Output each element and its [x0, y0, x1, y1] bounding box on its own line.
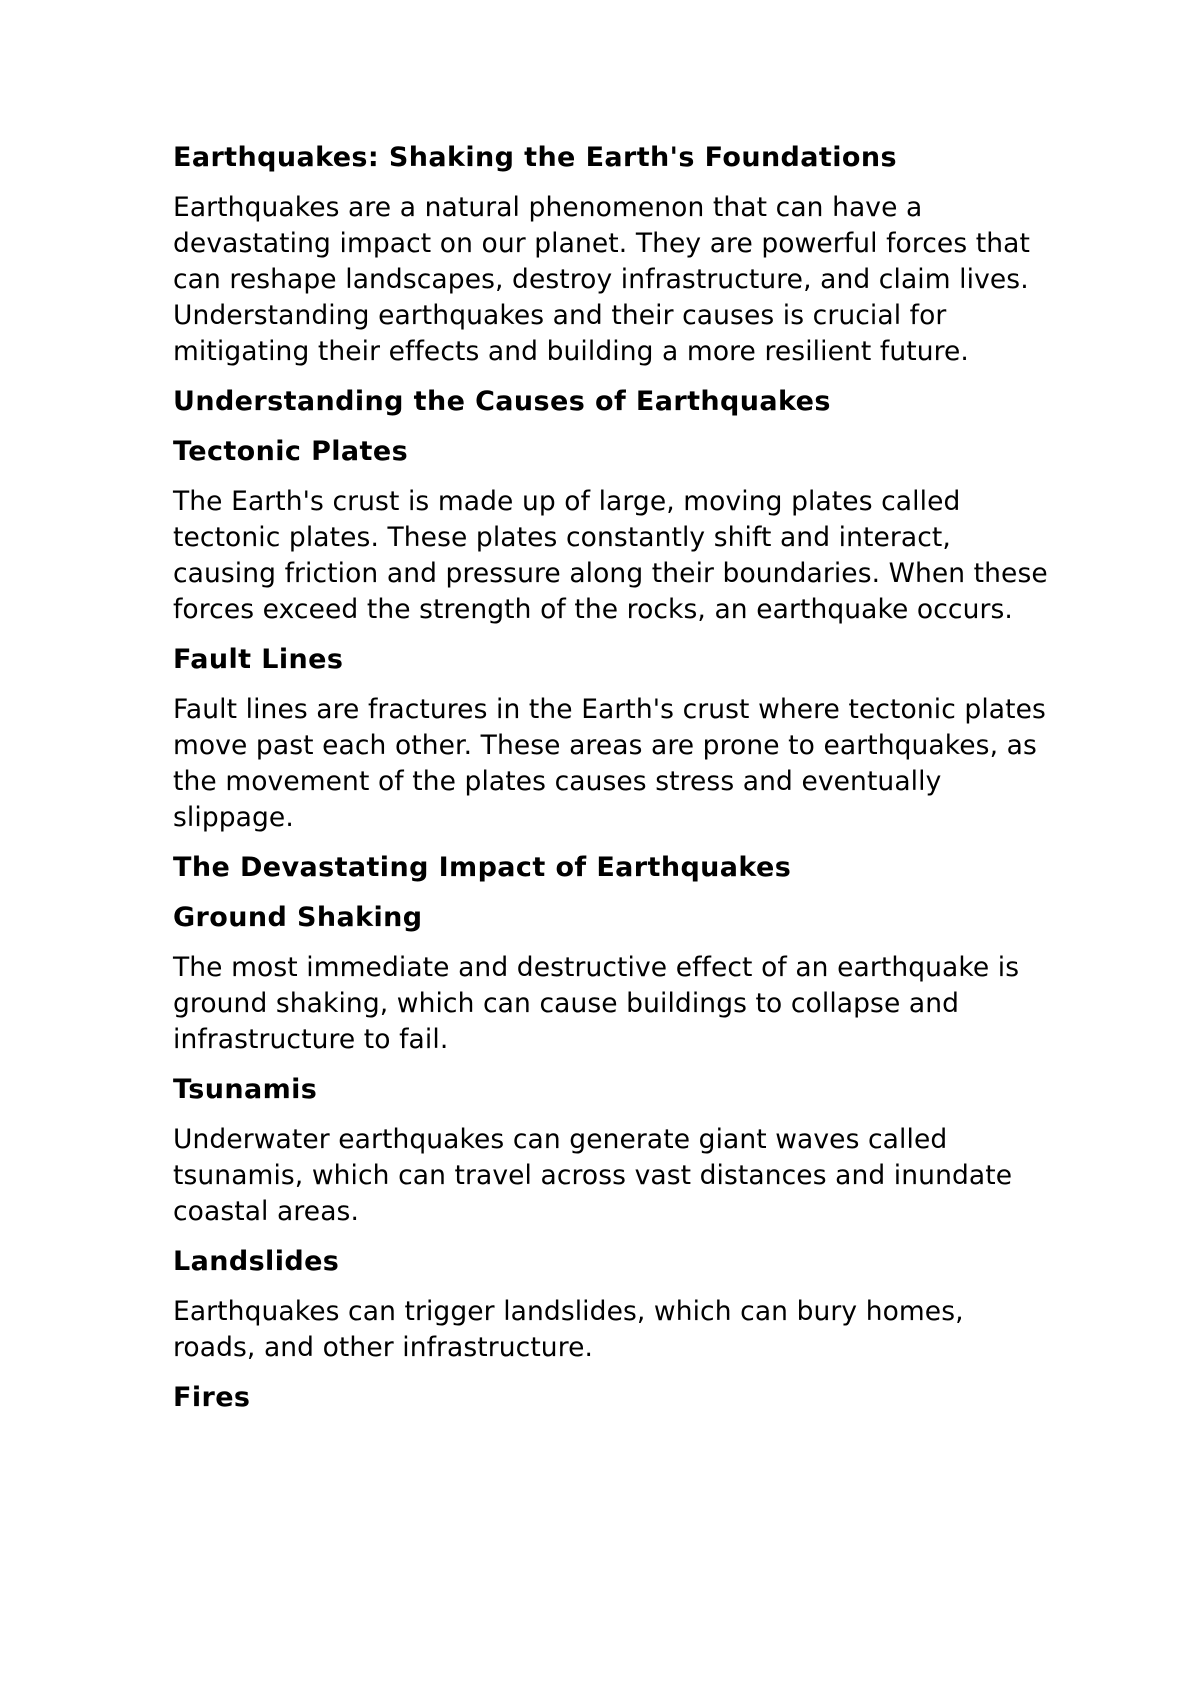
paragraph-tectonic-plates: The Earth's crust is made up of large, moving plates called tectonic plates. These plates constantly shift and interact, causing friction and pressure along their boundaries. When these forces exceed the strength of the rocks, an earthquake occurs. — [173, 486, 1048, 625]
intro-paragraph: Earthquakes are a natural phenomenon that can have a devastating impact on our planet. They are powerful forces that can reshape landscapes, destroy infrastructure, and claim lives. Understanding earthquakes and their causes is crucial for mitigating their effects and building a more resilient future. — [173, 192, 1030, 367]
subheading-tectonic-plates: Tectonic Plates — [173, 436, 409, 467]
subheading-fires: Fires — [173, 1382, 251, 1413]
paragraph-ground-shaking: The most immediate and destructive effect of an earthquake is ground shaking, which can cause buildings to collapse and infrastructure to fail. — [173, 952, 1020, 1055]
subheading-fault-lines: Fault Lines — [173, 644, 344, 675]
section-heading-impact: The Devastating Impact of Earthquakes — [173, 852, 792, 883]
paragraph-fault-lines: Fault lines are fractures in the Earth's crust where tectonic plates move past each other. These areas are prone to earthquakes, as the movement of the plates causes stress and eventually slippage. — [173, 694, 1046, 833]
document-title: Earthquakes: Shaking the Earth's Foundations — [173, 142, 897, 173]
section-heading-causes: Understanding the Causes of Earthquakes — [173, 386, 831, 417]
subheading-ground-shaking: Ground Shaking — [173, 902, 423, 933]
paragraph-landslides: Earthquakes can trigger landslides, which can bury homes, roads, and other infrastructure. — [173, 1296, 964, 1363]
document-page — [173, 140, 1053, 1430]
subheading-tsunamis: Tsunamis — [173, 1074, 318, 1105]
paragraph-tsunamis: Underwater earthquakes can generate giant waves called tsunamis, which can travel across vast distances and inundate coastal areas. — [173, 1124, 1013, 1227]
subheading-landslides: Landslides — [173, 1246, 340, 1277]
